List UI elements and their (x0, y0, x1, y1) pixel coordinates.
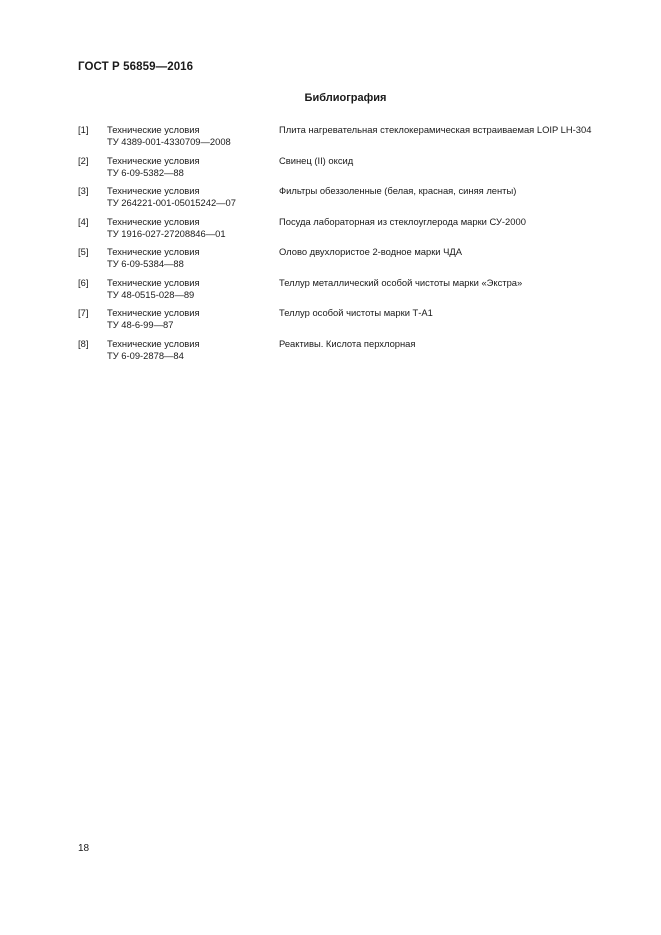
document-header: ГОСТ Р 56859—2016 (78, 61, 194, 73)
entry-doc-type: Технические условия (107, 276, 200, 288)
entry-doc-type: Технические условия (107, 215, 200, 227)
entry-doc-type: Технические условия (107, 246, 200, 257)
entry-doc-code: ТУ 4389-001-4330709—2008 (107, 136, 231, 147)
entry-doc-type: Технические условия (107, 337, 200, 349)
entry-document (107, 155, 200, 179)
entry-document (107, 124, 231, 148)
entry-doc-code: ТУ 1916-027-27208846—01 (107, 227, 226, 239)
entry-doc-type: Технические условия (107, 124, 200, 135)
entry-doc-code: ТУ 6-09-5384—88 (107, 258, 184, 269)
entry-document (107, 277, 200, 301)
entry-number: [6] (78, 276, 89, 288)
entry-number: [1] (78, 124, 89, 135)
entry-document (107, 185, 236, 209)
entry-document (107, 216, 226, 240)
entry-doc-code: ТУ 48-0515-028—89 (107, 288, 195, 300)
entry-title: Свинец (II) оксид (279, 154, 354, 166)
entry-title: Плита нагревательная стеклокерамическая встраиваемая LOIP LH-304 (279, 124, 592, 135)
entry-document (107, 246, 200, 270)
entry-number: [8] (78, 337, 89, 349)
entry-number: [2] (78, 154, 89, 166)
section-title: Библиография (304, 92, 387, 104)
page-number: 18 (78, 843, 90, 854)
entry-title: Теллур металлический особой чистоты марки «Экстра» (279, 276, 523, 288)
entry-doc-code: ТУ 48-6-99—87 (107, 319, 174, 330)
entry-doc-code: ТУ 6-09-5382—88 (107, 166, 184, 178)
entry-doc-type: Технические условия (107, 307, 200, 318)
entry-title: Фильтры обеззоленные (белая, красная, синяя ленты) (279, 185, 517, 196)
entry-doc-code: ТУ 6-09-2878—84 (107, 349, 184, 361)
entry-number: [3] (78, 185, 89, 196)
entry-title: Теллур особой чистоты марки Т-А1 (279, 307, 433, 318)
entry-doc-type: Технические условия (107, 185, 200, 196)
entry-number: [7] (78, 307, 89, 318)
entry-title: Реактивы. Кислота перхлорная (279, 337, 416, 349)
entry-number: [5] (78, 246, 89, 257)
entry-doc-code: ТУ 264221-001-05015242—07 (107, 197, 236, 208)
entry-doc-type: Технические условия (107, 154, 200, 166)
entry-title: Олово двухлористое 2-водное марки ЧДА (279, 246, 463, 257)
entry-title: Посуда лабораторная из стеклоуглерода марки СУ-2000 (279, 215, 526, 227)
entry-document (107, 338, 200, 362)
entry-number: [4] (78, 215, 89, 227)
entry-document (107, 307, 200, 331)
